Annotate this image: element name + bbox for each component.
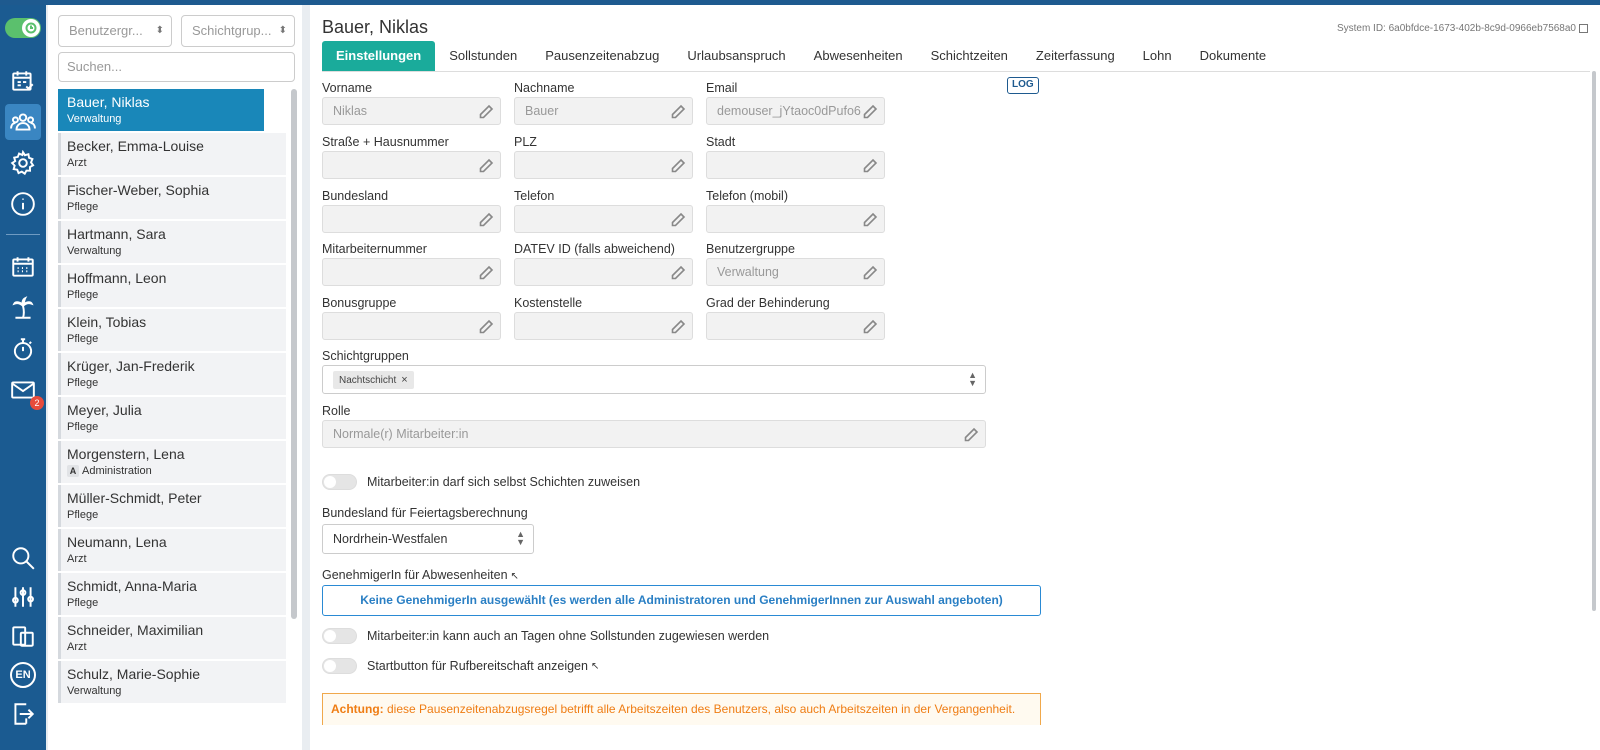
user-group-text: Pflege xyxy=(67,289,99,301)
pencil-icon[interactable] xyxy=(862,103,878,119)
mail-icon[interactable] xyxy=(5,372,41,408)
user-group-text: Pflege xyxy=(67,333,99,345)
user-name: Schmidt, Anna-Maria xyxy=(67,578,197,594)
system-id-text: System ID: 6a0bfdce-1673-402b-8c9d-0966eb7568a0 xyxy=(1336,23,1576,34)
pencil-icon[interactable] xyxy=(478,211,494,227)
user-group-text: Arzt xyxy=(67,553,87,565)
field-label: Mitarbeiternummer xyxy=(322,242,427,256)
user-list-item[interactable] xyxy=(58,397,286,439)
user-list-item[interactable] xyxy=(58,177,286,219)
form-field xyxy=(514,240,693,286)
form-field xyxy=(514,187,693,233)
user-list-item[interactable] xyxy=(58,441,286,483)
field-label: Stadt xyxy=(706,135,736,149)
field-label: Nachname xyxy=(514,81,575,95)
user-list-item[interactable] xyxy=(58,265,286,307)
chip-remove-icon[interactable]: × xyxy=(401,374,408,386)
user-group xyxy=(67,287,280,303)
user-name: Morgenstern, Lena xyxy=(67,446,185,462)
system-id xyxy=(1337,23,1588,34)
tab-0[interactable]: Einstellungen xyxy=(322,41,435,71)
user-group xyxy=(67,375,280,391)
field-input[interactable] xyxy=(706,97,885,125)
user-name: Meyer, Julia xyxy=(67,402,142,418)
pencil-icon[interactable] xyxy=(862,318,878,334)
user-group xyxy=(67,199,280,215)
user-group-text: Pflege xyxy=(67,201,99,213)
user-group-text: Arzt xyxy=(67,157,87,169)
shift-group-select-value: Schichtgrup... xyxy=(192,23,272,38)
field-label: Grad der Behinderung xyxy=(706,296,830,310)
field-input[interactable] xyxy=(706,312,885,340)
language-label: EN xyxy=(10,662,36,688)
user-group-text: Verwaltung xyxy=(67,685,122,697)
field-input[interactable] xyxy=(322,205,501,233)
field-input[interactable] xyxy=(514,205,693,233)
stopwatch-icon[interactable] xyxy=(5,331,41,367)
form-field xyxy=(706,133,885,179)
field-input[interactable] xyxy=(706,258,885,286)
select-updown-icon: ▲ ▼ xyxy=(516,529,525,547)
shift-groups-field xyxy=(322,347,986,394)
form-field xyxy=(322,79,501,125)
field-label: Straße + Hausnummer xyxy=(322,135,449,149)
pencil-icon[interactable] xyxy=(670,264,686,280)
page-title: Bauer, Niklas xyxy=(322,17,429,37)
no-hours-toggle[interactable] xyxy=(322,628,357,644)
calendar-check-icon[interactable] xyxy=(5,63,41,99)
user-list-item[interactable] xyxy=(58,89,264,131)
user-group xyxy=(67,419,280,435)
form-field xyxy=(706,294,885,340)
user-group-text: Arzt xyxy=(67,641,87,653)
pencil-icon[interactable] xyxy=(478,157,494,173)
user-group-text: Pflege xyxy=(67,509,99,521)
field-value: demouser_jYtaoc0dPufo6 xyxy=(717,104,861,118)
form-field xyxy=(706,187,885,233)
shift-groups-label: Schichtgruppen xyxy=(322,349,409,363)
search-placeholder: Suchen... xyxy=(67,59,122,74)
logout-icon[interactable] xyxy=(5,696,41,732)
no-hours-toggle-row xyxy=(322,628,769,644)
user-group-select[interactable] xyxy=(58,15,172,47)
pencil-icon[interactable] xyxy=(670,157,686,173)
field-input[interactable] xyxy=(514,151,693,179)
gear-icon[interactable] xyxy=(5,145,41,181)
user-list-panel xyxy=(48,5,302,750)
user-name: Becker, Emma-Louise xyxy=(67,138,204,154)
user-group-select-value: Benutzergr... xyxy=(69,23,143,38)
user-list-item[interactable] xyxy=(58,485,286,527)
field-input[interactable] xyxy=(322,258,501,286)
main-scrollbar[interactable] xyxy=(1592,71,1596,611)
user-name: Krüger, Jan-Frederik xyxy=(67,358,195,374)
field-label: Bonusgruppe xyxy=(322,296,397,310)
tab-3[interactable]: Urlaubsanspruch xyxy=(687,48,786,63)
user-list xyxy=(58,89,286,705)
user-list-scrollbar[interactable] xyxy=(291,89,297,619)
tab-6[interactable]: Zeiterfassung xyxy=(1035,48,1115,63)
user-name: Schulz, Marie-Sophie xyxy=(67,666,201,682)
field-label: PLZ xyxy=(514,135,537,149)
form-field xyxy=(514,294,693,340)
app-logo-toggle[interactable] xyxy=(5,18,41,38)
mail-badge: 2 xyxy=(30,396,44,410)
user-detail-panel xyxy=(310,5,1600,750)
field-label: Benutzergruppe xyxy=(706,242,795,256)
no-hours-label: Mitarbeiter:in kann auch an Tagen ohne Sollstunden zugewiesen werden xyxy=(367,629,770,643)
self-assign-label: Mitarbeiter:in darf sich selbst Schichten zuweisen xyxy=(367,475,641,489)
user-group xyxy=(67,683,280,699)
field-label: DATEV ID (falls abweichend) xyxy=(514,242,675,256)
clock-icon xyxy=(22,19,40,37)
user-list-item[interactable] xyxy=(58,353,286,395)
field-input[interactable] xyxy=(514,312,693,340)
pencil-icon[interactable] xyxy=(963,426,979,442)
field-value: Niklas xyxy=(333,104,368,118)
form-field xyxy=(322,294,501,340)
oncall-toggle[interactable] xyxy=(322,658,357,674)
tab-bar xyxy=(322,41,1280,71)
shift-groups-select[interactable] xyxy=(322,365,986,394)
copy-icon[interactable] xyxy=(1579,24,1588,33)
approver-label: GenehmigerIn für Abwesenheiten xyxy=(322,568,508,582)
language-switch[interactable] xyxy=(5,657,41,693)
shift-group-select[interactable] xyxy=(181,15,295,47)
holiday-state-label: Bundesland für Feiertagsberechnung xyxy=(322,506,528,520)
field-label: Kostenstelle xyxy=(514,296,583,310)
warning-prefix: Achtung: xyxy=(331,702,384,716)
form-field xyxy=(706,240,885,286)
user-group-text: Verwaltung xyxy=(67,245,122,257)
user-group-text: Administration xyxy=(82,465,152,477)
user-group xyxy=(67,111,258,127)
user-group xyxy=(67,463,280,479)
tab-7[interactable]: Lohn xyxy=(1142,48,1172,63)
main-sidebar xyxy=(0,5,46,750)
pencil-icon[interactable] xyxy=(478,318,494,334)
role-value: Normale(r) Mitarbeiter:in xyxy=(333,427,469,441)
devices-icon[interactable] xyxy=(5,618,41,654)
users-icon[interactable] xyxy=(5,104,41,140)
search-icon[interactable] xyxy=(5,540,41,576)
form-field xyxy=(322,187,501,233)
calendar-icon[interactable] xyxy=(5,249,41,285)
user-list-item[interactable] xyxy=(58,133,286,175)
sliders-icon[interactable] xyxy=(5,579,41,615)
chip-label: Nachtschicht xyxy=(339,375,397,386)
cursor-pointer-icon: ↖ xyxy=(510,571,519,582)
user-name: Schneider, Maximilian xyxy=(67,622,204,638)
self-assign-toggle[interactable] xyxy=(322,474,357,490)
user-name: Müller-Schmidt, Peter xyxy=(67,490,202,506)
field-label: Telefon xyxy=(514,189,555,203)
field-label: Email xyxy=(706,81,738,95)
form-field xyxy=(706,79,885,125)
field-input[interactable] xyxy=(514,258,693,286)
role-label: Rolle xyxy=(322,404,351,418)
select-updown-icon: ⬍ xyxy=(155,25,164,36)
user-list-item[interactable] xyxy=(58,309,286,351)
pencil-icon[interactable] xyxy=(670,103,686,119)
pencil-icon[interactable] xyxy=(862,211,878,227)
field-label: Bundesland xyxy=(322,189,389,203)
user-list-item[interactable] xyxy=(58,661,286,703)
user-list-item[interactable] xyxy=(58,221,286,263)
form-field xyxy=(322,133,501,179)
tab-5[interactable]: Schichtzeiten xyxy=(930,48,1008,63)
holiday-state-select[interactable] xyxy=(322,524,534,554)
shift-group-chip xyxy=(333,371,414,389)
user-group xyxy=(67,243,280,259)
tab-divider xyxy=(322,71,1590,72)
info-icon[interactable] xyxy=(5,186,41,222)
pencil-icon[interactable] xyxy=(478,103,494,119)
pencil-icon[interactable] xyxy=(862,264,878,280)
user-name: Klein, Tobias xyxy=(67,314,147,330)
tab-2[interactable]: Pausenzeitenabzug xyxy=(545,48,660,63)
user-group-text: Verwaltung xyxy=(67,113,122,125)
field-input[interactable] xyxy=(706,205,885,233)
user-group xyxy=(67,155,280,171)
pencil-icon[interactable] xyxy=(670,211,686,227)
role-field xyxy=(322,402,986,448)
approver-label-row xyxy=(322,568,519,582)
user-group xyxy=(67,507,280,523)
pencil-icon[interactable] xyxy=(862,157,878,173)
field-value: Bauer xyxy=(525,104,559,118)
tab-4[interactable]: Abwesenheiten xyxy=(813,48,903,63)
warning-banner xyxy=(322,693,1041,725)
field-input[interactable] xyxy=(706,151,885,179)
warning-text: diese Pausenzeitenabzugsregel betrifft alle Arbeitszeiten des Benutzers, also auch Arbeitszeiten in der Vergangenheit. xyxy=(383,702,1016,716)
user-name: Fischer-Weber, Sophia xyxy=(67,182,210,198)
user-search-input[interactable] xyxy=(58,52,295,82)
user-group-text: Pflege xyxy=(67,421,99,433)
holiday-state-value: Nordrhein-Westfalen xyxy=(333,532,448,546)
field-input[interactable] xyxy=(322,312,501,340)
user-list-item[interactable] xyxy=(58,617,286,659)
log-button[interactable]: LOG xyxy=(1007,77,1039,94)
field-label: Telefon (mobil) xyxy=(706,189,788,203)
form-field xyxy=(322,240,501,286)
pencil-icon[interactable] xyxy=(478,264,494,280)
admin-badge: A xyxy=(67,465,79,477)
user-group xyxy=(67,551,280,567)
select-approver-button[interactable]: Keine GenehmigerIn ausgewählt (es werden alle Administratoren und GenehmigerInnen zur Auswahl angeboten) xyxy=(322,585,1041,616)
field-input[interactable] xyxy=(322,151,501,179)
pencil-icon[interactable] xyxy=(670,318,686,334)
field-input[interactable] xyxy=(514,97,693,125)
self-assign-toggle-row xyxy=(322,474,640,490)
field-label: Vorname xyxy=(322,81,373,95)
user-name: Bauer, Niklas xyxy=(67,94,150,110)
form-field xyxy=(514,79,693,125)
oncall-label: Startbutton für Rufbereitschaft anzeigen xyxy=(367,659,588,673)
role-input[interactable] xyxy=(322,420,986,448)
user-name: Hoffmann, Leon xyxy=(67,270,167,286)
user-group xyxy=(67,595,280,611)
user-name: Neumann, Lena xyxy=(67,534,167,550)
user-group xyxy=(67,331,280,347)
cursor-pointer-icon: ↖ xyxy=(590,660,600,672)
field-input[interactable] xyxy=(322,97,501,125)
user-group xyxy=(67,639,280,655)
tab-1[interactable]: Sollstunden xyxy=(449,48,518,63)
oncall-toggle-row xyxy=(322,658,599,674)
field-value: Verwaltung xyxy=(717,265,779,279)
user-list-item[interactable] xyxy=(58,573,286,615)
form-field xyxy=(514,133,693,179)
user-name: Hartmann, Sara xyxy=(67,226,166,242)
sidebar-divider xyxy=(6,234,40,235)
palm-tree-icon[interactable] xyxy=(5,290,41,326)
select-updown-icon: ▲ ▼ xyxy=(968,370,977,388)
tab-8[interactable]: Dokumente xyxy=(1199,48,1267,63)
user-group-text: Pflege xyxy=(67,377,99,389)
user-list-item[interactable] xyxy=(58,529,286,571)
select-updown-icon: ⬍ xyxy=(278,25,287,36)
user-group-text: Pflege xyxy=(67,597,99,609)
